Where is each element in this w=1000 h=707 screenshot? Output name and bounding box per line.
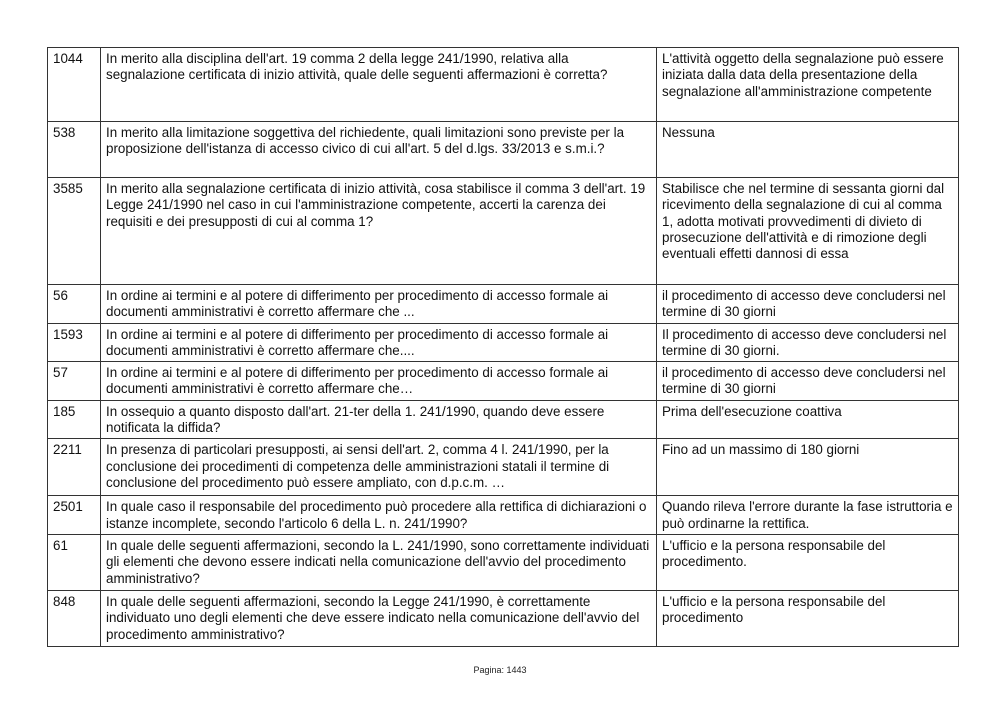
- table-row: [48, 400, 959, 439]
- answer-text: Prima dell'esecuzione coattiva: [657, 400, 959, 439]
- question-id: 3585: [48, 178, 101, 285]
- question-text: In quale delle seguenti affermazioni, secondo la Legge 241/1990, è correttamente individuato uno degli elementi che deve essere indicato nella comunicazione dell'avvio del procedimento amministrativo?: [101, 590, 657, 646]
- question-id: 1593: [48, 323, 101, 362]
- question-text: In ordine ai termini e al potere di differimento per procedimento di accesso formale ai documenti amministrativi è corretto affermare che ...: [101, 285, 657, 324]
- questions-table: [47, 47, 959, 647]
- question-text: In quale caso il responsabile del procedimento può procedere alla rettifica di dichiarazioni o istanze incomplete, secondo l'articolo 6 della L. n. 241/1990?: [101, 496, 657, 535]
- question-text: In merito alla segnalazione certificata di inizio attività, cosa stabilisce il comma 3 dell'art. 19 Legge 241/1990 nel caso in cui l'amministrazione competente, accerti la carenza dei requisiti e dei presupposti di cui al comma 1?: [101, 178, 657, 285]
- table-row: [48, 496, 959, 535]
- table-row: [48, 323, 959, 362]
- question-text: In ordine ai termini e al potere di differimento per procedimento di accesso formale ai documenti amministrativi è corretto affermare che…: [101, 362, 657, 401]
- question-id: 61: [48, 534, 101, 590]
- question-id: 56: [48, 285, 101, 324]
- question-text: In ossequio a quanto disposto dall'art. 21-ter della 1. 241/1990, quando deve essere notificata la diffida?: [101, 400, 657, 439]
- page-number: Pagina: 1443: [473, 665, 527, 675]
- question-id: 185: [48, 400, 101, 439]
- question-id: 1044: [48, 48, 101, 122]
- table-row: [48, 590, 959, 646]
- table-row: [48, 285, 959, 324]
- question-text: In merito alla disciplina dell'art. 19 comma 2 della legge 241/1990, relativa alla segnalazione certificata di inizio attività, quale delle seguenti affermazioni è corretta?: [101, 48, 657, 122]
- question-id: 2211: [48, 439, 101, 496]
- table-row: [48, 178, 959, 285]
- question-id: 848: [48, 590, 101, 646]
- answer-text: Il procedimento di accesso deve concludersi nel termine di 30 giorni.: [657, 323, 959, 362]
- question-text: In presenza di particolari presupposti, ai sensi dell'art. 2, comma 4 l. 241/1990, per la conclusione dei procedimenti di competenza delle amministrazioni statali il termine di conclusione del procedimento può essere ampliato, con d.p.c.m. …: [101, 439, 657, 496]
- question-text: In quale delle seguenti affermazioni, secondo la L. 241/1990, sono correttamente individuati gli elementi che devono essere indicati nella comunicazione dell'avvio del procedimento amministrativo?: [101, 534, 657, 590]
- question-text: In ordine ai termini e al potere di differimento per procedimento di accesso formale ai documenti amministrativi è corretto affermare che....: [101, 323, 657, 362]
- answer-text: Nessuna: [657, 122, 959, 178]
- answer-text: il procedimento di accesso deve concludersi nel termine di 30 giorni: [657, 362, 959, 401]
- question-id: 2501: [48, 496, 101, 535]
- answer-text: il procedimento di accesso deve concludersi nel termine di 30 giorni: [657, 285, 959, 324]
- question-text: In merito alla limitazione soggettiva del richiedente, quali limitazioni sono previste per la proposizione dell'istanza di accesso civico di cui all'art. 5 del d.lgs. 33/2013 e s.m.i.?: [101, 122, 657, 178]
- answer-text: Quando rileva l'errore durante la fase istruttoria e può ordinarne la rettifica.: [657, 496, 959, 535]
- answer-text: L'ufficio e la persona responsabile del procedimento: [657, 590, 959, 646]
- table-row: [48, 122, 959, 178]
- table-row: [48, 48, 959, 122]
- table-row: [48, 534, 959, 590]
- table-row: [48, 362, 959, 401]
- answer-text: Fino ad un massimo di 180 giorni: [657, 439, 959, 496]
- question-id: 538: [48, 122, 101, 178]
- table-row: [48, 439, 959, 496]
- answer-text: L'attività oggetto della segnalazione può essere iniziata dalla data della presentazione della segnalazione all'amministrazione competente: [657, 48, 959, 122]
- answer-text: Stabilisce che nel termine di sessanta giorni dal ricevimento della segnalazione di cui al comma 1, adotta motivati provvedimenti di divieto di prosecuzione dell'attività e di rimozione degli eventuali effetti dannosi di essa: [657, 178, 959, 285]
- answer-text: L'ufficio e la persona responsabile del procedimento.: [657, 534, 959, 590]
- question-id: 57: [48, 362, 101, 401]
